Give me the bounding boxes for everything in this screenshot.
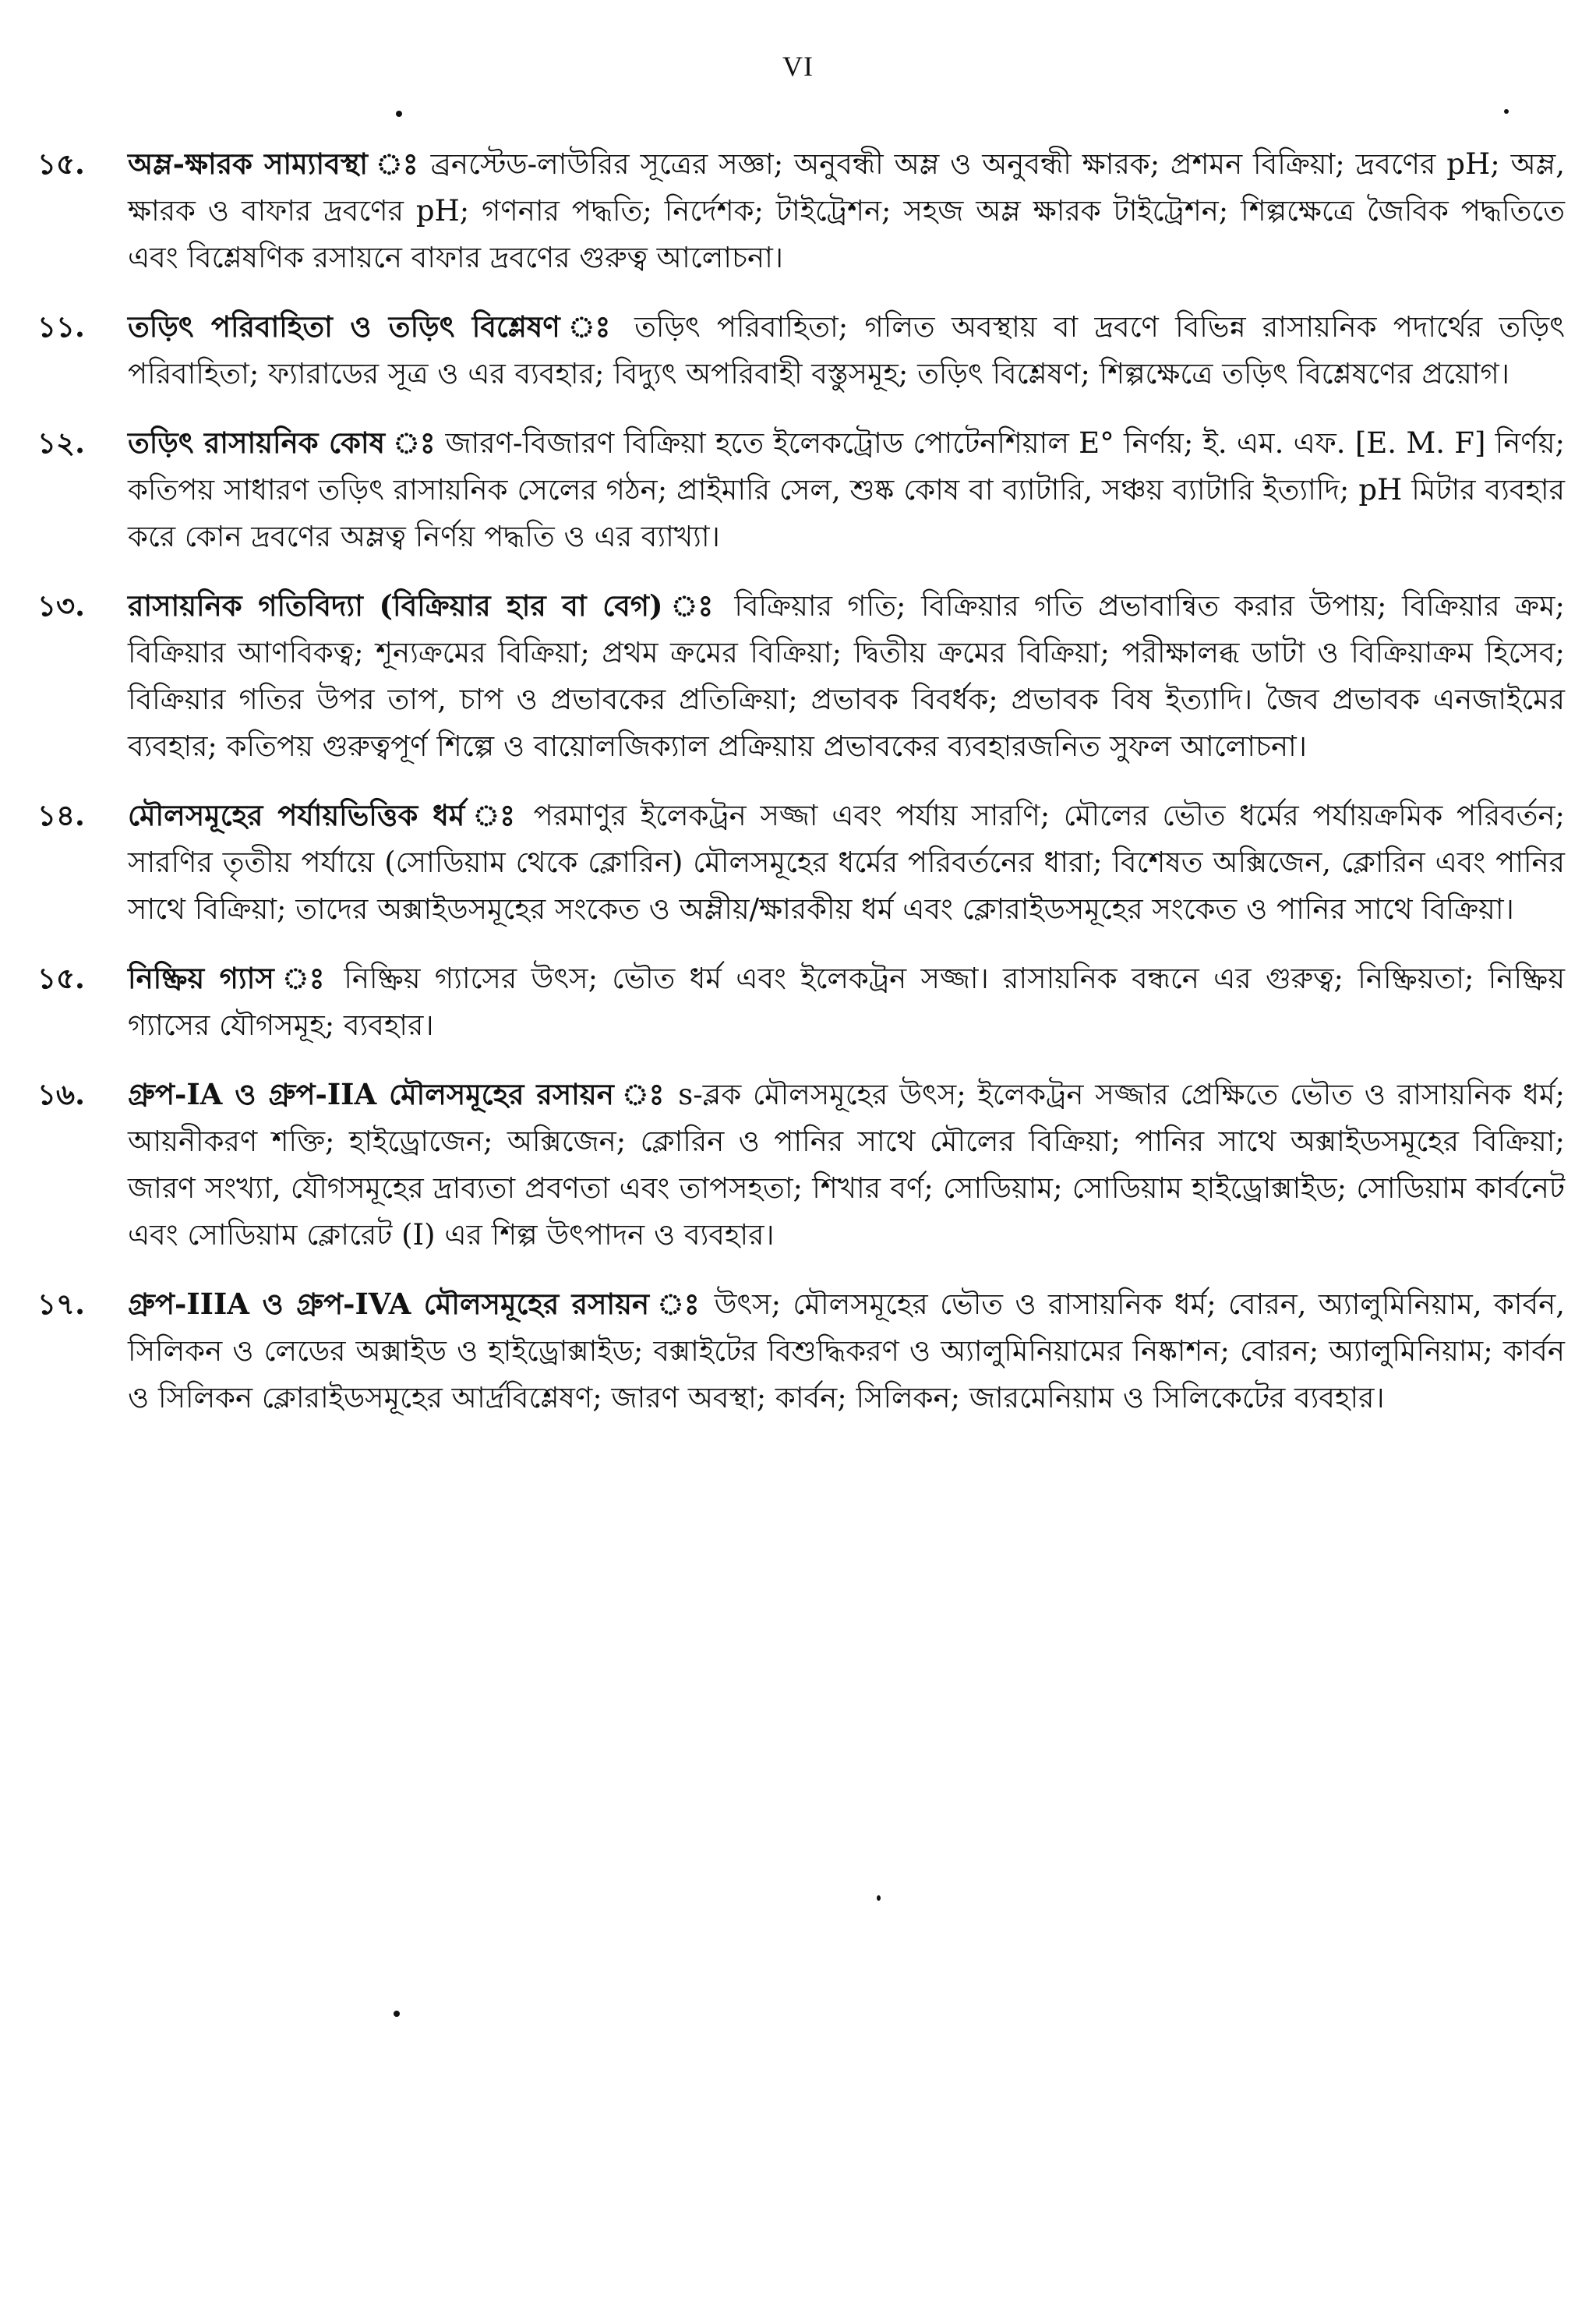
item-number: ১৭. [37, 1287, 85, 1321]
item-text: s-ব্লক মৌলসমূহের উৎস; ইলেকট্রন সজ্জার প্রেক্ষিতে ভৌত ও রাসায়নিক ধর্ম; আয়নীকরণ শক্তি; হাইড্রোজেন; অক্সিজেন; ক্লোরিন ও পানির সাথে মৌলের বিক্রিয়া; পানির সাথে অক্সাইডসমূহের বিক্রিয়া; জারণ সংখ্যা, যৌগসমূহের দ্রাব্যতা প্রবণতা এবং তাপসহতা; শিখার বর্ণ; সোডিয়াম; সোডিয়াম হাইড্রোক্সাইড; সোডিয়াম কার্বনেট এবং সোডিয়াম ক্লোরেট (I) এর শিল্প উৎপাদন ও ব্যবহার। [128, 1078, 1566, 1252]
syllabus-item [37, 955, 1565, 1049]
item-number: ১২. [37, 426, 85, 460]
page-number: VI [782, 51, 814, 82]
item-title: গ্রুপ-IIIA ও গ্রুপ-IVA মৌলসমূহের রসায়ন ঃ [128, 1287, 703, 1321]
syllabus-item [37, 1071, 1565, 1259]
scan-speck [396, 111, 402, 117]
item-body [128, 1071, 1565, 1259]
syllabus-item [37, 792, 1565, 933]
syllabus-item [37, 582, 1565, 770]
syllabus-item [37, 140, 1565, 281]
item-body [128, 140, 1565, 281]
item-body [128, 955, 1565, 1049]
item-body [128, 1280, 1565, 1421]
item-text: বিক্রিয়ার গতি; বিক্রিয়ার গতি প্রভাবান্বিত করার উপায়; বিক্রিয়ার ক্রম; বিক্রিয়ার আণবিকত্ব; শূন্যক্রমের বিক্রিয়া; প্রথম ক্রমের বিক্রিয়া; দ্বিতীয় ক্রমের বিক্রিয়া; পরীক্ষালব্ধ ডাটা ও বিক্রিয়াক্রম হিসেব; বিক্রিয়ার গতির উপর তাপ, চাপ ও প্রভাবকের প্রতিক্রিয়া; প্রভাবক বিবর্ধক; প্রভাবক বিষ ইত্যাদি। জৈব প্রভাবক এনজাইমের ব্যবহার; কতিপয় গুরুত্বপূর্ণ শিল্পে ও বায়োলজিক্যাল প্রক্রিয়ায় প্রভাবকের ব্যবহারজনিত সুফল আলোচনা। [128, 589, 1566, 763]
item-body [128, 582, 1565, 770]
item-body [128, 303, 1565, 397]
item-title: রাসায়নিক গতিবিদ্যা (বিক্রিয়ার হার বা বেগ) ঃ [128, 588, 719, 623]
item-title: মৌলসমূহের পর্যায়ভিত্তিক ধর্ম ঃ [128, 798, 520, 832]
item-title: অম্ল-ক্ষারক সাম্যাবস্থা ঃ [128, 147, 420, 181]
syllabus-list [37, 140, 1565, 1443]
item-number: ১৫. [37, 147, 85, 181]
item-number: ১৬. [37, 1077, 85, 1111]
syllabus-item [37, 419, 1565, 560]
item-number: ১৩. [37, 588, 85, 623]
item-text: তড়িৎ পরিবাহিতা; গলিত অবস্থায় বা দ্রবণে বিভিন্ন রাসায়নিক পদার্থের তড়িৎ পরিবাহিতা; ফ্যারাডের সূত্র ও এর ব্যবহার; বিদ্যুৎ অপরিবাহী বস্তুসমূহ; তড়িৎ বিশ্লেষণ; শিল্পক্ষেত্রে তড়িৎ বিশ্লেষণের প্রয়োগ। [128, 310, 1565, 390]
item-text: নিষ্ক্রিয় গ্যাসের উৎস; ভৌত ধর্ম এবং ইলেকট্রন সজ্জা। রাসায়নিক বন্ধনে এর গুরুত্ব; নিষ্ক্রিয়তা; নিষ্ক্রিয় গ্যাসের যৌগসমূহ; ব্যবহার। [128, 962, 1565, 1042]
syllabus-item [37, 1280, 1565, 1421]
item-title: গ্রুপ-IA ও গ্রুপ-IIA মৌলসমূহের রসায়ন ঃ [128, 1077, 667, 1111]
item-text: ব্রনস্টেড-লাউরির সূত্রের সজ্ঞা; অনুবন্ধী অম্ল ও অনুবন্ধী ক্ষারক; প্রশমন বিক্রিয়া; দ্রবণের pH; অম্ল, ক্ষারক ও বাফার দ্রবণের pH; গণনার পদ্ধতি; নির্দেশক; টাইট্রেশন; সহজ অম্ল ক্ষারক টাইট্রেশন; শিল্পক্ষেত্রে জৈবিক পদ্ধতিতে এবং বিশ্লেষণিক রসায়নে বাফার দ্রবণের গুরুত্ব আলোচনা। [128, 147, 1565, 274]
item-text: পরমাণুর ইলেকট্রন সজ্জা এবং পর্যায় সারণি; মৌলের ভৌত ধর্মের পর্যায়ক্রমিক পরিবর্তন; সারণির তৃতীয় পর্যায়ে (সোডিয়াম থেকে ক্লোরিন) মৌলসমূহের ধর্মের পরিবর্তনের ধারা; বিশেষত অক্সিজেন, ক্লোরিন এবং পানির সাথে বিক্রিয়া; তাদের অক্সাইডসমূহের সংকেত ও অম্লীয়/ক্ষারকীয় ধর্ম এবং ক্লোরাইডসমূহের সংকেত ও পানির সাথে বিক্রিয়া। [128, 799, 1565, 926]
item-text: জারণ-বিজারণ বিক্রিয়া হতে ইলেকট্রোড পোটেনশিয়াল E° নির্ণয়; ই. এম. এফ. [E. M. F] নির্ণয়; কতিপয় সাধারণ তড়িৎ রাসায়নিক সেলের গঠন; প্রাইমারি সেল, শুষ্ক কোষ বা ব্যাটারি, সঞ্চয় ব্যাটারি ইত্যাদি; pH মিটার ব্যবহার করে কোন দ্রবণের অম্লত্ব নির্ণয় পদ্ধতি ও এর ব্যাখ্যা। [128, 426, 1565, 553]
item-number: ১৪. [37, 798, 85, 832]
item-number: ১৫. [37, 961, 85, 995]
item-title: তড়িৎ পরিবাহিতা ও তড়িৎ বিশ্লেষণ ঃ [128, 309, 618, 344]
item-body [128, 419, 1565, 560]
item-title: তড়িৎ রাসায়নিক কোষ ঃ [128, 426, 436, 460]
scan-speck [1504, 109, 1509, 114]
item-body [128, 792, 1565, 933]
scan-speck [877, 1895, 881, 1901]
item-title: নিষ্ক্রিয় গ্যাস ঃ [128, 961, 330, 995]
item-number: ১১. [37, 309, 85, 344]
syllabus-item [37, 303, 1565, 397]
scan-speck [394, 2011, 400, 2017]
item-text: উৎস; মৌলসমূহের ভৌত ও রাসায়নিক ধর্ম; বোরন, অ্যালুমিনিয়াম, কার্বন, সিলিকন ও লেডের অক্সাইড ও হাইড্রোক্সাইড; বক্সাইটের বিশুদ্ধিকরণ ও অ্যালুমিনিয়ামের নিষ্কাশন; বোরন; অ্যালুমিনিয়াম; কার্বন ও সিলিকন ক্লোরাইডসমূহের আর্দ্রবিশ্লেষণ; জারণ অবস্থা; কার্বন; সিলিকন; জারমেনিয়াম ও সিলিকেটের ব্যবহার। [128, 1287, 1565, 1414]
